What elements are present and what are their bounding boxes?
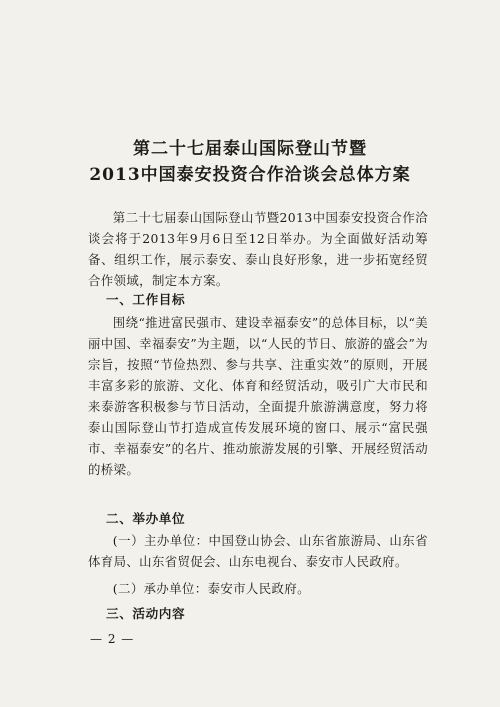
section-3-heading: 三、活动内容 (106, 606, 186, 621)
document-title-line-2: 2013中国泰安投资合作洽谈会总体方案 (89, 165, 411, 185)
section-2-item-2: (二）承办单位：泰安市人民政府。 (112, 581, 310, 596)
section-2-item-1: (一）主办单位：中国登山协会、山东省旅游局、山东省体育局、山东省贸促会、山东电视台、泰安市人民政府。 (88, 533, 428, 569)
section-1-heading: 一、工作目标 (106, 292, 186, 307)
intro-paragraph: 第二十七届泰山国际登山节暨2013中国泰安投资合作洽谈会将于2013年9月6日至12日举办。为全面做好活动筹备、组织工作，展示泰安、泰山良好形象，进一步拓宽经贸合作领域，制定本方案。 (88, 210, 428, 288)
document-title-line-1: 第二十七届泰山国际登山节暨 (133, 139, 367, 159)
section-1-body: 围绕“推进富民强市、建设幸福泰安”的总体目标，以“美丽中国、幸福泰安”为主题，以“人民的节日、旅游的盛会”为宗旨，按照“节俭热烈、参与共享、注重实效”的原则，开展丰富多彩的旅游、文化、体育和经贸活动，吸引广大市民和来泰游客积极参与节日活动，全面提升旅游满意度，努力将泰山国际登山节打造成宣传发展环境的窗口、展示“富民强市、幸福泰安”的名片、推动旅游发展的引擎、开展经贸活动的桥梁。 (88, 315, 428, 477)
section-2-heading: 二、举办单位 (106, 511, 186, 526)
page-number: — 2 — (90, 632, 135, 646)
